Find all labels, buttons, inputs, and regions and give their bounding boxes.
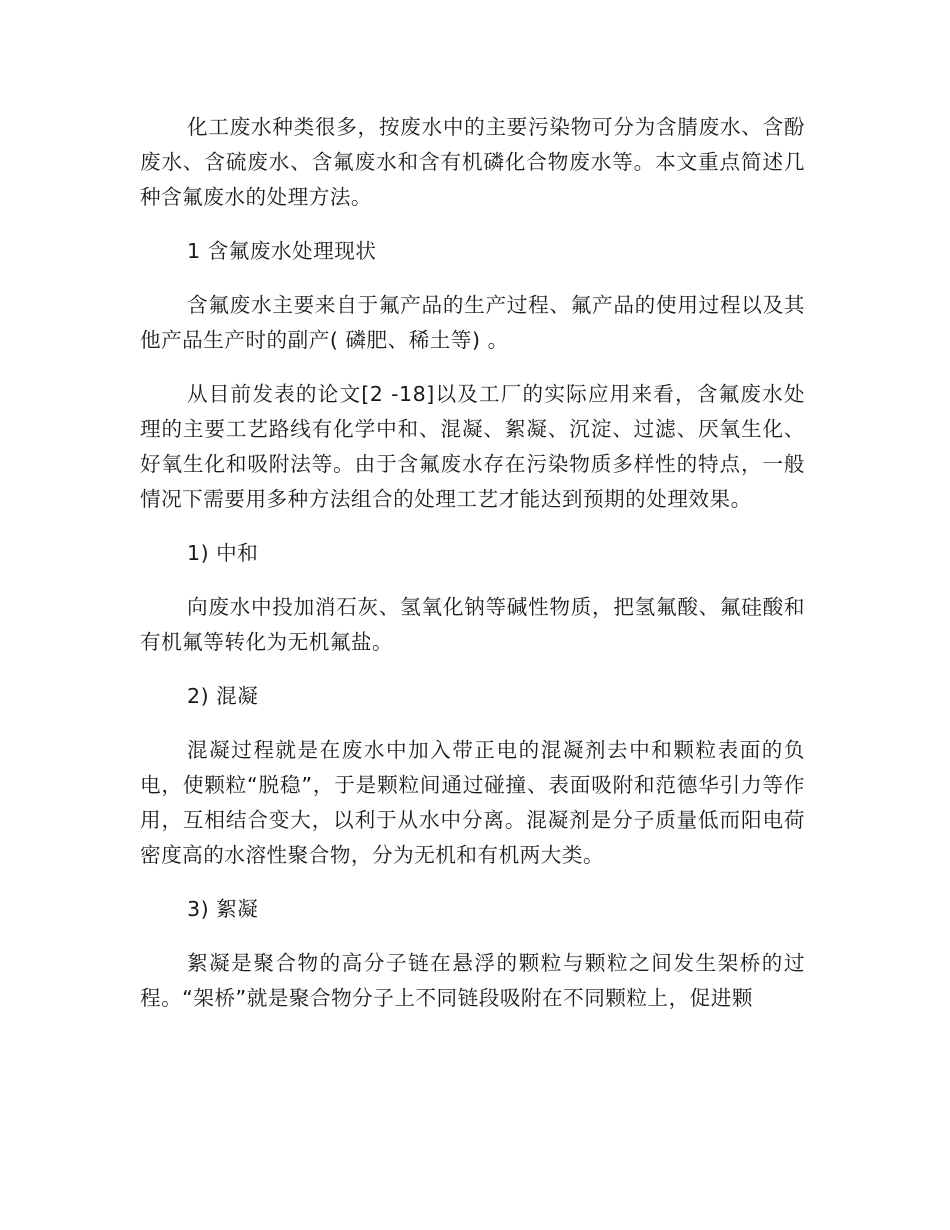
subheading-neutralization: 1) 中和 [187, 541, 259, 565]
process-overview-paragraph: 从目前发表的论文[2 -18]以及工厂的实际应用来看，含氟废水处理的主要工艺路线有化学中和、混凝、絮凝、沉淀、过滤、厌氧生化、好氧生化和吸附法等。由于含氟废水存在污染物质多样性的特点，一般情况下需要用多种方法组合的处理工艺才能达到预期的处理效果。 [140, 382, 805, 511]
source-paragraph: 含氟废水主要来自于氟产品的生产过程、氟产品的使用过程以及其他产品生产时的副产( 磷肥、稀土等) 。 [140, 293, 805, 352]
flocculation-paragraph: 絮凝是聚合物的高分子链在悬浮的颗粒与颗粒之间发生架桥的过程。“架桥”就是聚合物分子上不同链段吸附在不同颗粒上，促进颗 [140, 951, 805, 1010]
subheading-flocculation: 3) 絮凝 [187, 897, 259, 921]
neutralization-paragraph: 向废水中投加消石灰、氢氧化钠等碱性物质，把氢氟酸、氟硅酸和有机氟等转化为无机氟盐。 [140, 595, 805, 654]
subheading-coagulation: 2) 混凝 [187, 684, 259, 708]
intro-paragraph: 化工废水种类很多，按废水中的主要污染物可分为含腈废水、含酚废水、含硫废水、含氟废水和含有机磷化合物废水等。本文重点简述几种含氟废水的处理方法。 [140, 115, 805, 209]
section-heading-1: 1 含氟废水处理现状 [187, 239, 377, 263]
document-body [140, 110, 805, 1035]
coagulation-paragraph: 混凝过程就是在废水中加入带正电的混凝剂去中和颗粒表面的负电，使颗粒“脱稳”，于是颗粒间通过碰撞、表面吸附和范德华引力等作用，互相结合变大，以利于从水中分离。混凝剂是分子质量低而阳电荷密度高的水溶性聚合物，分为无机和有机两大类。 [140, 738, 805, 867]
